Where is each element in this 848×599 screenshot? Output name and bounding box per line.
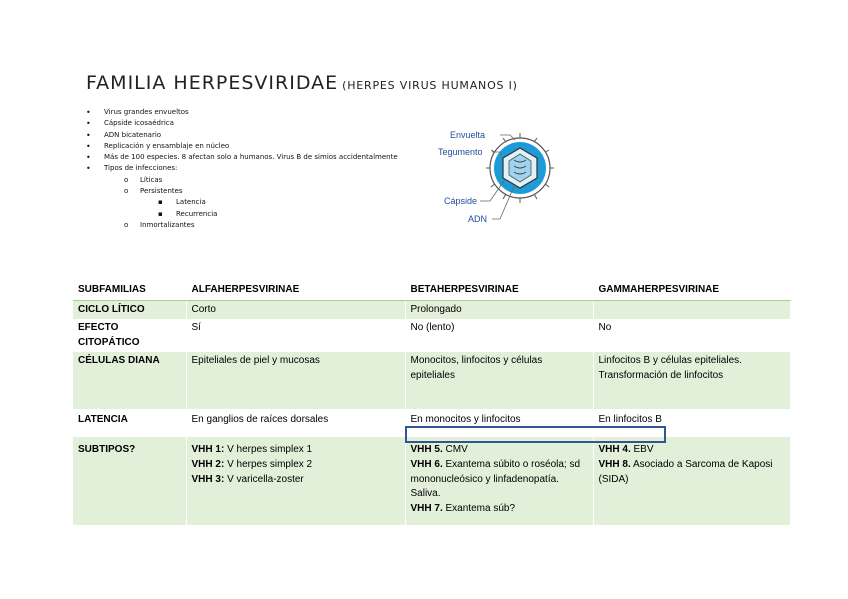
header-cell: BETAHERPESVIRINAE <box>405 280 593 300</box>
subtype-desc: CMV <box>442 444 468 456</box>
subtype-entry <box>411 458 588 502</box>
list-item: ▪ Latencia <box>158 197 398 208</box>
table-row <box>73 319 790 352</box>
header-cell: GAMMAHERPESVIRINAE <box>593 280 790 300</box>
table-row <box>73 437 790 525</box>
table-cell <box>593 300 790 319</box>
label-tegumento: Tegumento <box>438 147 483 157</box>
list-item: o Líticas <box>122 175 398 186</box>
table-cell: Sí <box>186 319 405 352</box>
subtype-entry <box>192 473 400 488</box>
table-cell: Monocitos, linfocitos y células epiteliales <box>405 352 593 409</box>
subtype-key: VHH 7. <box>410 502 443 514</box>
subtype-desc: V herpes simplex 2 <box>224 458 313 470</box>
table-cell: No (lento) <box>405 319 593 352</box>
persistentes-label: Persistentes <box>140 187 183 196</box>
list-item: • ADN bicatenario <box>86 130 398 141</box>
table-header-row <box>73 280 790 300</box>
list-item: • Cápside icosaédrica <box>86 118 398 129</box>
subtype-entry <box>411 502 588 517</box>
table-cell: En ganglios de raíces dorsales <box>186 409 405 437</box>
subtype-desc: EBV <box>630 444 654 456</box>
subtype-desc: V herpes simplex 1 <box>224 444 313 456</box>
table-cell: Epiteliales de piel y mucosas <box>186 352 405 409</box>
row-label: SUBTIPOS? <box>73 437 186 525</box>
subtype-desc: Asociado a Sarcoma de Kaposi (SIDA) <box>598 458 773 485</box>
subtype-entry <box>192 458 400 473</box>
list-item: • Virus grandes envueltos <box>86 107 398 118</box>
list-item: • Más de 100 especies. 8 afectan solo a humanos. Virus B de simios accidentalmente <box>86 152 398 163</box>
subtype-entry <box>411 443 588 458</box>
subtype-key: VHH 1: <box>191 444 225 456</box>
row-label: CÉLULAS DIANA <box>73 352 186 409</box>
table-row <box>73 352 790 409</box>
subtype-entry <box>599 458 785 487</box>
features-list <box>86 107 398 231</box>
list-item: • Replicación y ensamblaje en núcleo <box>86 141 398 152</box>
table-cell: Linfocitos B y células epiteliales. Transformación de linfocitos <box>593 352 790 409</box>
subtype-entry <box>599 443 785 458</box>
page-title <box>86 72 518 94</box>
label-capside: Cápside <box>444 196 478 206</box>
list-item <box>86 163 398 231</box>
row-label: CICLO LÍTICO <box>73 300 186 319</box>
table-row <box>73 300 790 319</box>
subtype-key: VHH 4. <box>598 444 631 456</box>
table-cell: No <box>593 319 790 352</box>
subtype-key: VHH 2: <box>191 458 225 470</box>
header-cell: ALFAHERPESVIRINAE <box>186 280 405 300</box>
table-cell: Corto <box>186 300 405 319</box>
list-item: ▪ Recurrencia <box>158 209 398 220</box>
table-cell <box>186 437 405 525</box>
subtype-desc: V varicella-zoster <box>224 473 304 485</box>
subtype-key: VHH 5. <box>410 444 443 456</box>
infection-types-list <box>104 175 398 231</box>
subtype-key: VHH 3: <box>191 473 225 485</box>
label-adn: ADN <box>468 214 488 224</box>
row-label: LATENCIA <box>73 409 186 437</box>
subtype-desc: Exantema súbito o roséola; sd mononucleósico y linfadenopatía. Saliva. <box>410 458 581 500</box>
table-cell <box>405 437 593 525</box>
label-envuelta: Envuelta <box>450 130 486 140</box>
persistentes-list <box>140 197 398 220</box>
virion-illustration <box>430 126 580 230</box>
infection-types-label: Tipos de infecciones: <box>104 164 178 173</box>
subtype-key: VHH 6. <box>410 458 443 470</box>
table-row <box>73 409 790 437</box>
title-main: FAMILIA HERPESVIRIDAE <box>86 72 339 94</box>
table-cell: En monocitos y linfocitos <box>405 409 593 437</box>
list-item <box>122 186 398 220</box>
table-cell: Prolongado <box>405 300 593 319</box>
list-item: o Inmortalizantes <box>122 220 398 231</box>
table-cell <box>593 437 790 525</box>
herpesvirus-diagram <box>430 126 580 230</box>
header-cell: SUBFAMILIAS <box>73 280 186 300</box>
subtype-key: VHH 8. <box>598 458 631 470</box>
title-subtitle: (HERPES VIRUS HUMANOS I) <box>342 79 518 92</box>
subfamilies-table <box>73 280 791 525</box>
subtype-entry <box>192 443 400 458</box>
row-label: EFECTO CITOPÁTICO <box>73 319 186 352</box>
subtype-desc: Exantema súb? <box>442 502 515 514</box>
table-cell: En linfocitos B <box>593 409 790 437</box>
